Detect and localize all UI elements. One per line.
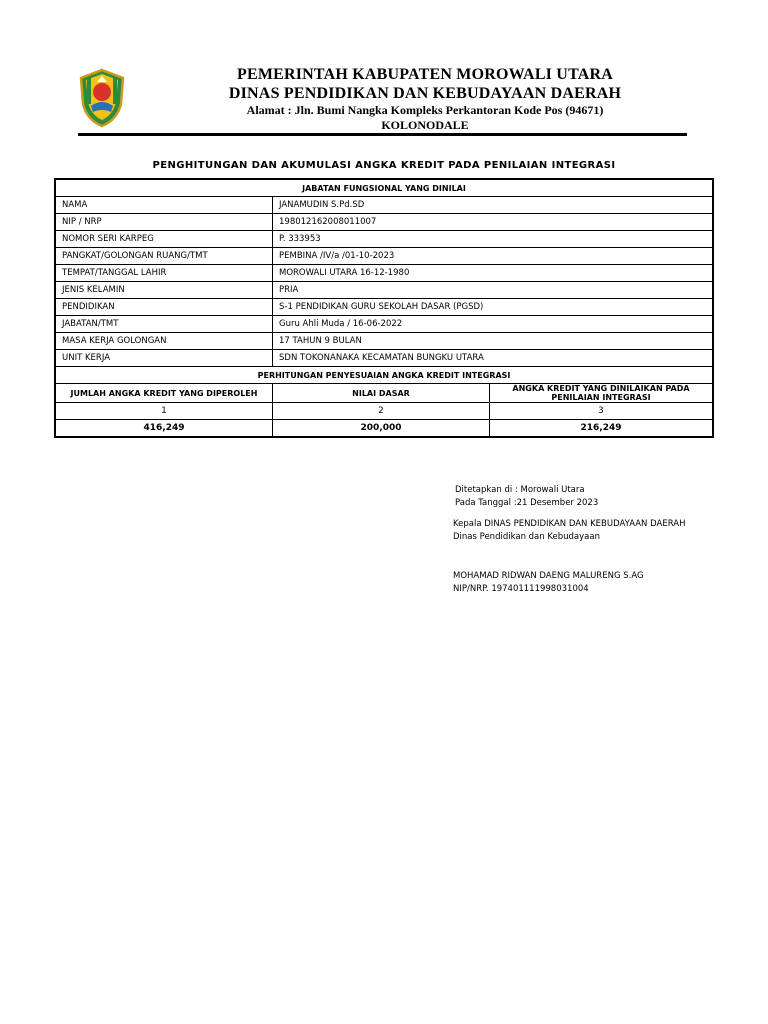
column-index: 1	[55, 403, 273, 420]
agency-address: Alamat : Jln. Bumi Nangka Kompleks Perkantoran Kode Pos (94671)	[246, 103, 604, 117]
section-header: JABATAN FUNGSIONAL YANG DINILAI	[55, 179, 713, 197]
signer-position: Kepala DINAS PENDIDIKAN DAN KEBUDAYAAN DAERAH	[453, 519, 686, 529]
signature-position	[453, 518, 685, 543]
table-row	[55, 316, 713, 333]
section-header: PERHITUNGAN PENYESUAIAN ANGKA KREDIT INTEGRASI	[55, 367, 713, 384]
date-line: Pada Tanggal :21 Desember 2023	[455, 497, 599, 508]
letterhead-divider	[78, 133, 687, 136]
field-value: PEMBINA /IV/a /01-10-2023	[273, 248, 714, 265]
table-row	[55, 333, 713, 350]
assessment-table	[54, 178, 714, 438]
letterhead	[55, 60, 689, 138]
signature-signer	[453, 570, 644, 595]
table-row	[55, 282, 713, 299]
signature-place-date	[455, 484, 598, 509]
agency-name: PEMERINTAH KABUPATEN MOROWALI UTARA	[236, 66, 614, 83]
column-index: 2	[273, 403, 490, 420]
section-header-row	[55, 367, 713, 384]
section-header-row	[55, 179, 713, 197]
table-row	[55, 350, 713, 367]
table-row	[55, 248, 713, 265]
field-value: S-1 PENDIDIKAN GURU SEKOLAH DASAR (PGSD)	[273, 299, 714, 316]
field-label: TEMPAT/TANGGAL LAHIR	[55, 265, 273, 282]
field-value: PRIA	[273, 282, 714, 299]
regency-crest-icon	[77, 68, 127, 128]
field-value: P. 333953	[273, 231, 714, 248]
field-value: 198012162008011007	[273, 214, 714, 231]
table-row	[55, 214, 713, 231]
field-value: MOROWALI UTARA 16-12-1980	[273, 265, 714, 282]
credit-values-row	[55, 420, 713, 438]
signer-office: Dinas Pendidikan dan Kebudayaan	[453, 531, 600, 542]
field-label: MASA KERJA GOLONGAN	[55, 333, 273, 350]
credit-value: 416,249	[55, 420, 273, 438]
department-name: DINAS PENDIDIKAN DAN KEBUDAYAAN DAERAH	[228, 85, 622, 102]
field-label: NOMOR SERI KARPEG	[55, 231, 273, 248]
field-label: NAMA	[55, 197, 273, 214]
letterhead-text	[165, 66, 685, 132]
field-value: 17 TAHUN 9 BULAN	[273, 333, 714, 350]
table-row	[55, 197, 713, 214]
signer-nip: NIP/NRP. 197401111998031004	[453, 583, 589, 594]
credit-header-row	[55, 384, 713, 403]
field-label: PANGKAT/GOLONGAN RUANG/TMT	[55, 248, 273, 265]
table-row	[55, 299, 713, 316]
column-index: 3	[490, 403, 714, 420]
field-label: JABATAN/TMT	[55, 316, 273, 333]
field-value: Guru Ahli Muda / 16-06-2022	[273, 316, 714, 333]
field-label: UNIT KERJA	[55, 350, 273, 367]
field-label: JENIS KELAMIN	[55, 282, 273, 299]
column-header: JUMLAH ANGKA KREDIT YANG DIPEROLEH	[55, 384, 273, 403]
table-row	[55, 231, 713, 248]
document-title: PENGHITUNGAN DAN AKUMULASI ANGKA KREDIT PADA PENILAIAN INTEGRASI	[152, 160, 616, 171]
signer-name: MOHAMAD RIDWAN DAENG MALURENG S.AG	[453, 571, 644, 581]
credit-value: 200,000	[273, 420, 490, 438]
credit-value: 216,249	[490, 420, 714, 438]
field-value: JANAMUDIN S.Pd.SD	[273, 197, 714, 214]
table-row	[55, 265, 713, 282]
field-value: SDN TOKONANAKA KECAMATAN BUNGKU UTARA	[273, 350, 714, 367]
agency-city: KOLONODALE	[381, 118, 469, 132]
set-at-line: Ditetapkan di : Morowali Utara	[455, 485, 585, 495]
column-header: ANGKA KREDIT YANG DINILAIKAN PADA PENILAIAN INTEGRASI	[490, 384, 714, 403]
column-index-row	[55, 403, 713, 420]
field-label: NIP / NRP	[55, 214, 273, 231]
column-header: NILAI DASAR	[273, 384, 490, 403]
field-label: PENDIDIKAN	[55, 299, 273, 316]
